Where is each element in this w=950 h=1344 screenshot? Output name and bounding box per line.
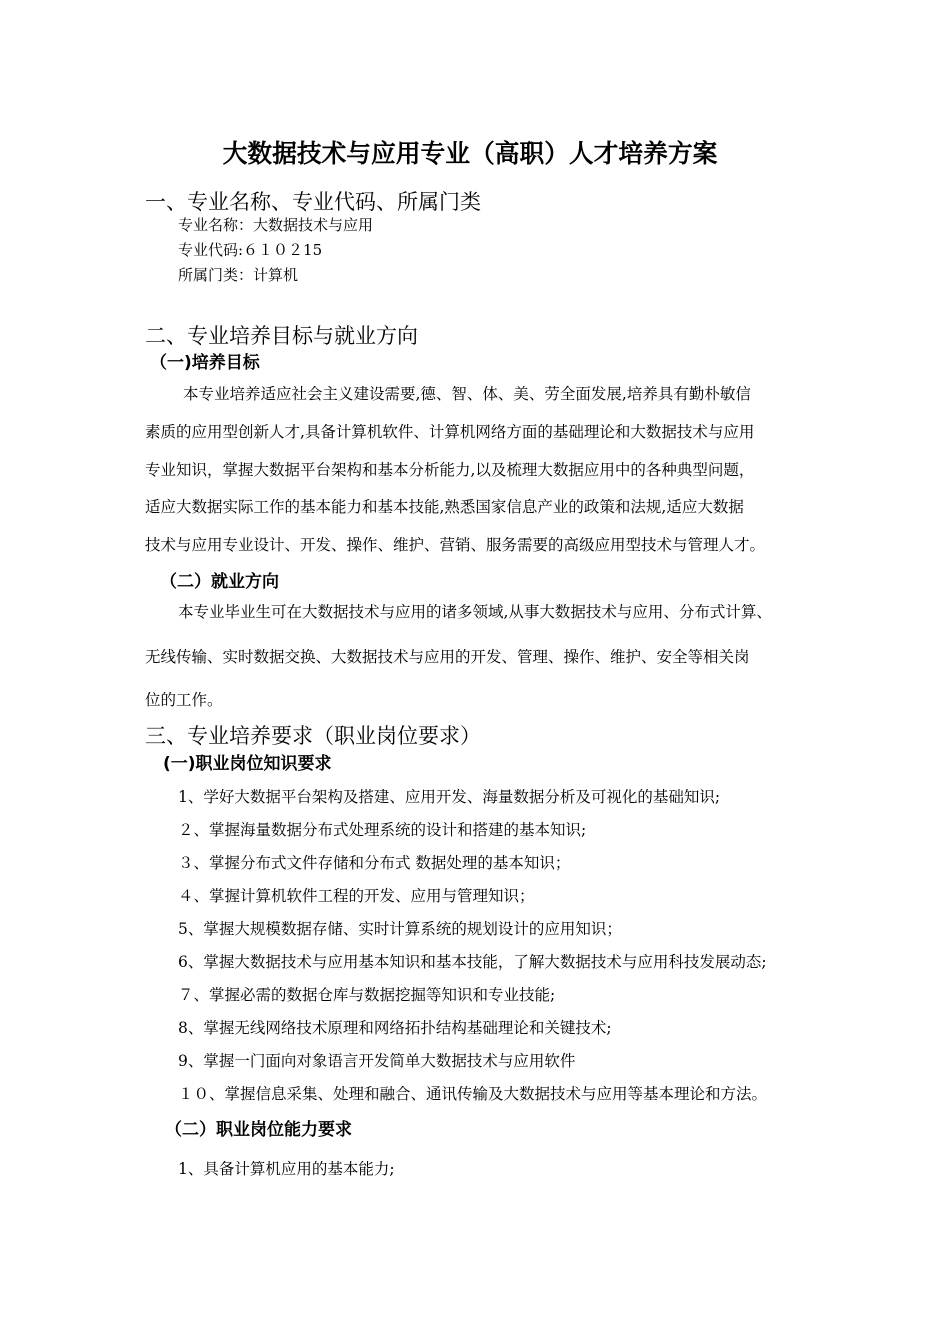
ability-requirements-heading: （二）职业岗位能力要求 — [165, 1120, 352, 1140]
list-item: １０、掌握信息采集、处理和融合、通讯传输及大数据技术与应用等基本理论和方法。 — [178, 1085, 768, 1103]
list-item: ７、掌握必需的数据仓库与数据挖掘等知识和专业技能; — [178, 986, 556, 1004]
list-item: 9、掌握一门面向对象语言开发简单大数据技术与应用软件 — [178, 1052, 576, 1070]
knowledge-requirements-heading: (一)职业岗位知识要求 — [163, 754, 332, 774]
training-goal-heading: （一)培养目标 — [150, 353, 260, 373]
list-item: 8、掌握无线网络技术原理和网络拓扑结构基础理论和关键技术; — [178, 1019, 612, 1037]
section-3-heading: 三、专业培养要求（职业岗位要求） — [145, 724, 481, 748]
major-category-line: 所属门类：计算机 — [178, 266, 299, 284]
employment-direction-heading: （二）就业方向 — [160, 572, 279, 592]
paragraph-line: 本专业培养适应社会主义建设需要,德、智、体、美、劳全面发展,培养具有勤朴敏信 — [183, 385, 751, 403]
list-item: 5、掌握大规模数据存储、实时计算系统的规划设计的应用知识； — [178, 920, 622, 938]
document-title: 大数据技术与应用专业（高职）人才培养方案 — [222, 139, 718, 168]
paragraph-line: 技术与应用专业设计、开发、操作、维护、营销、服务需要的高级应用型技术与管理人才。 — [145, 536, 766, 554]
paragraph-line: 素质的应用型创新人才,具备计算机软件、计算机网络方面的基础理论和大数据技术与应用 — [145, 423, 755, 441]
section-2-heading: 二、专业培养目标与就业方向 — [145, 324, 418, 348]
paragraph-line: 无线传输、实时数据交换、大数据技术与应用的开发、管理、操作、维护、安全等相关岗 — [145, 648, 750, 666]
major-name-line: 专业名称：大数据技术与应用 — [178, 216, 374, 234]
paragraph-line: 本专业毕业生可在大数据技术与应用的诸多领域,从事大数据技术与应用、分布式计算、 — [178, 603, 772, 621]
paragraph-line: 适应大数据实际工作的基本能力和基本技能,熟悉国家信息产业的政策和法规,适应大数据 — [145, 498, 744, 516]
paragraph-line: 位的工作。 — [145, 691, 223, 709]
list-item: ３、掌握分布式文件存储和分布式 数据处理的基本知识； — [178, 854, 571, 872]
list-item: ２、掌握海量数据分布式处理系统的设计和搭建的基本知识; — [178, 821, 587, 839]
list-item: ４、掌握计算机软件工程的开发、应用与管理知识； — [178, 887, 535, 905]
major-code-line: 专业代码:６１０２15 — [178, 241, 323, 259]
list-item: 1、具备计算机应用的基本能力; — [178, 1160, 395, 1178]
list-item: 1、学好大数据平台架构及搭建、应用开发、海量数据分析及可视化的基础知识; — [178, 788, 721, 806]
section-1-heading: 一、专业名称、专业代码、所属门类 — [145, 190, 481, 214]
list-item: 6、掌握大数据技术与应用基本知识和基本技能，了解大数据技术与应用科技发展动态; — [178, 953, 767, 971]
paragraph-line: 专业知识，掌握大数据平台架构和基本分析能力,以及梳理大数据应用中的各种典型问题， — [145, 461, 755, 479]
